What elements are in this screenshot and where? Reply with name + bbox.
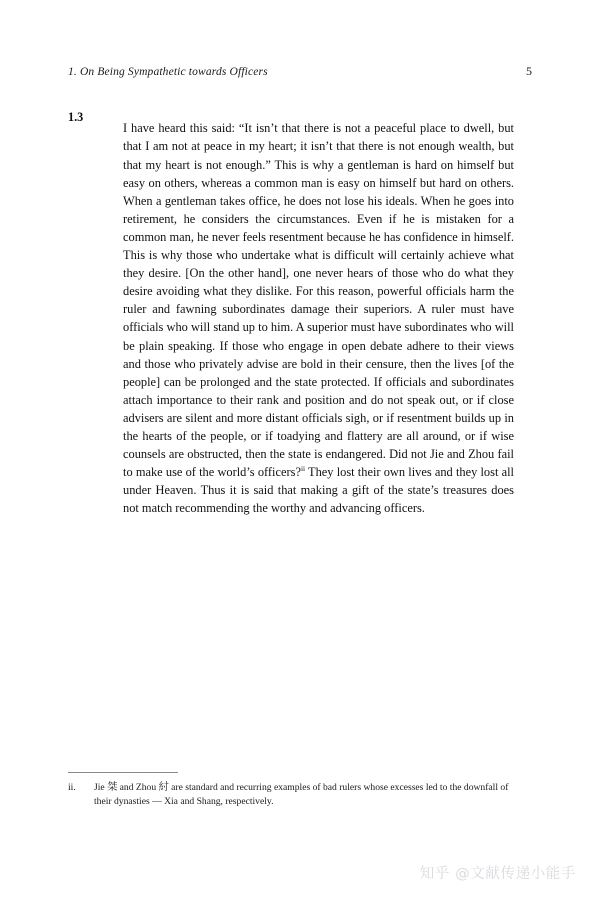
zhihu-watermark: 知乎 @文献传递小能手 (419, 866, 576, 882)
footnote-text-part1: Jie (94, 782, 108, 793)
cjk-character-jie: 桀 (107, 782, 118, 793)
footnote-marker: ii. (68, 782, 76, 793)
running-head-title: 1. On Being Sympathetic towards Officers (68, 66, 268, 78)
body-text-main: I have heard this said: “It isn’t that there is not a peaceful place to dwell, but that I am not at peace in my heart; it isn’t that there is not enough wealth, but that my heart is not enough.” This is why a gentleman is hard on himself but easy on others, whereas a common man is easy on himself but hard on others. When a gentleman takes office, he does not lose his ideals. When he goes into retirement, he considers the circumstances. Even if he is mistaken for a common man, he never feels resentment because he has confidence in himself. This is why those who undertake what is difficult will certainly achieve what they desire. [On the other hand], one never hears of those who do what they desire avoiding what they dislike. For this reason, powerful officials harm the ruler and fawning subordinates damage their superiors. A ruler must have officials who will stand up to him. A superior must have subordinates who will be plain speaking. If those who engage in open debate adhere to their views and those who privately advise are bold in their censure, then the lives [of the people] can be prolonged and the state protected. If officials and subordinates attach importance to their rank and position and do not speak out, or if close advisers are silent and more distant officials sigh, or if resentment builds up in the hearts of the people, or if toadying and flattery are all around, or if wise counsels are obstructed, then the state is endangered. Did not Jie and Zhou fail to make use of the world’s officers? (123, 121, 514, 480)
body-text-continued: They lost their own lives and they lost all under Heaven. Thus it is said that making a gift of the state’s treasures does not match recommending the worthy and advancing officers. (123, 465, 514, 516)
section-number: 1.3 (68, 110, 84, 124)
footnote-text-part3: are standard and recurring examples of bad rulers whose excesses led to the downfall of their dynasties — Xia and Shang, respectively. (94, 782, 509, 808)
section-body-text (123, 119, 514, 517)
running-head (68, 64, 532, 82)
cjk-character-zhou: 紂 (158, 782, 169, 793)
footnote-ii (68, 781, 514, 810)
section-1-3 (68, 107, 514, 530)
page-number: 5 (526, 64, 532, 78)
footnote-reference-ii[interactable]: ii (300, 464, 306, 474)
footnote-separator-rule (68, 772, 178, 773)
footnote-text (94, 781, 514, 810)
footnote-text-part2: and Zhou (117, 782, 159, 793)
